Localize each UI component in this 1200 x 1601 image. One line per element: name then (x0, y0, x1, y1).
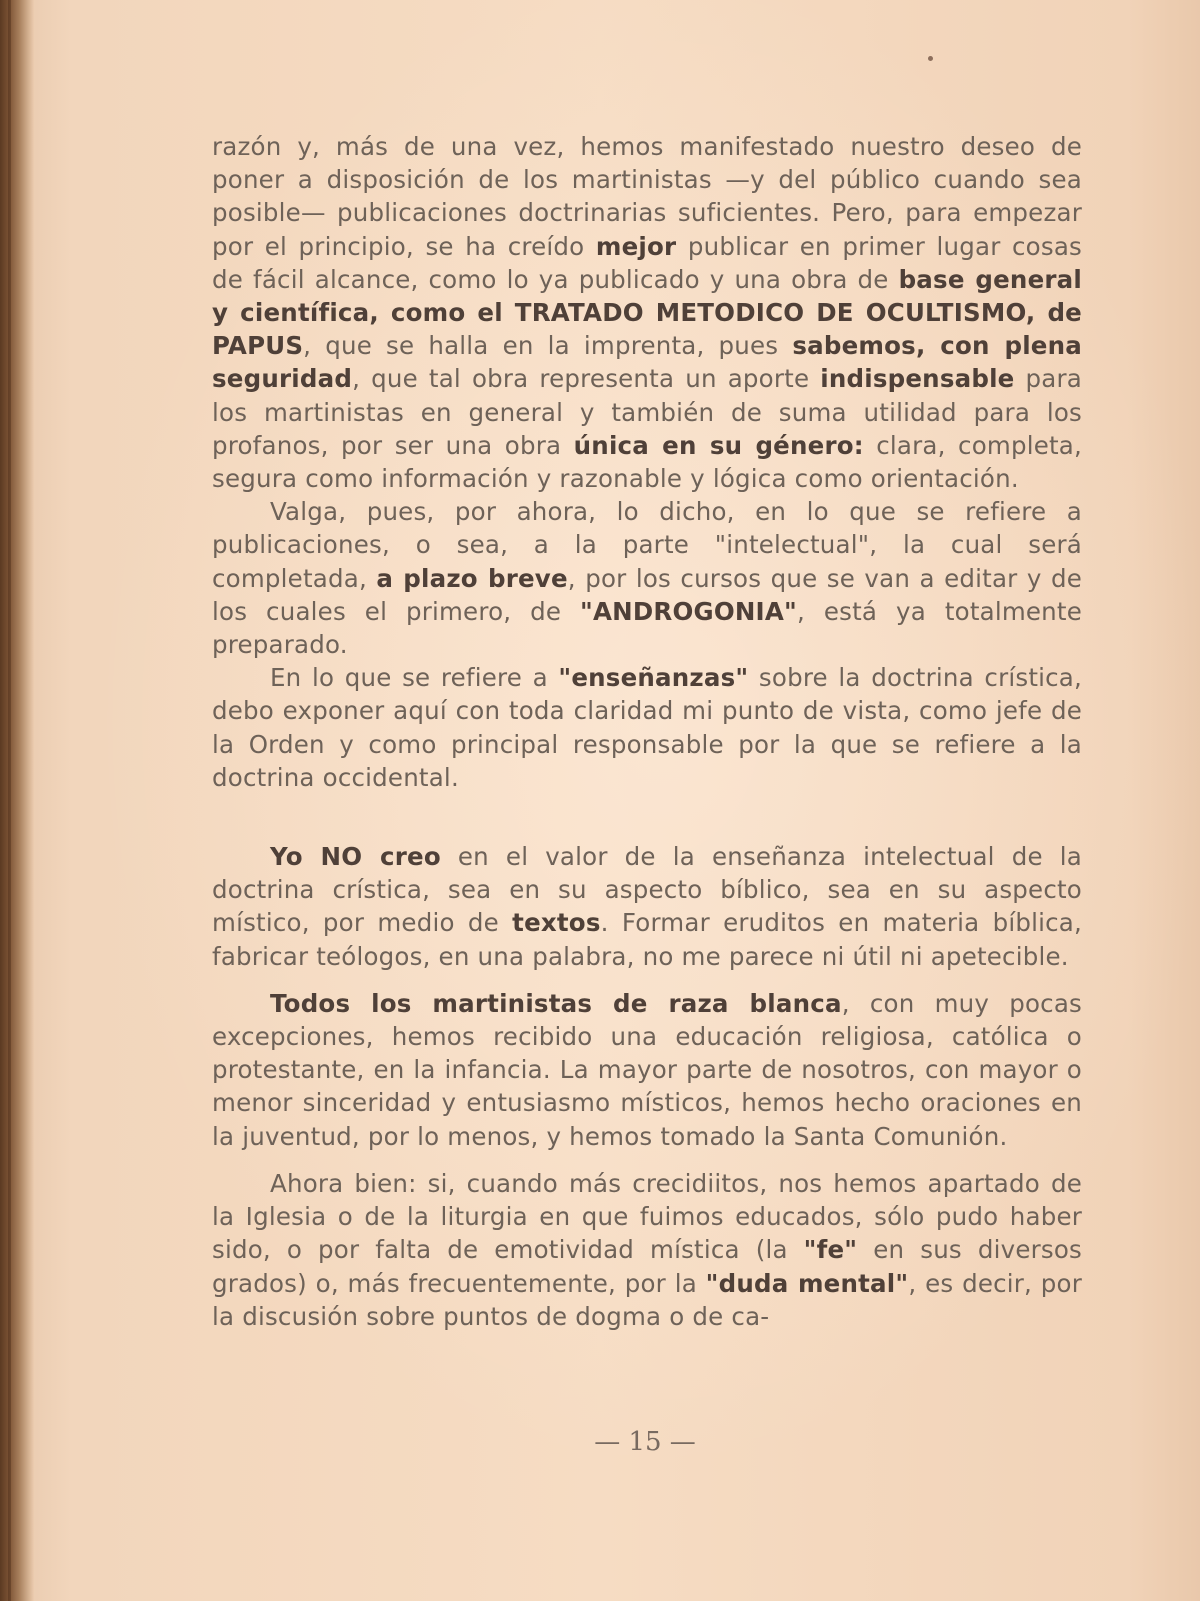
bold-run: a plazo breve (376, 563, 568, 593)
text-run: en el valor de la enseñanza intelectual de la doctrina crística, sea en su aspecto bíblico, sea en su aspecto místico, por medio de (212, 842, 1082, 938)
paragraph-3 (212, 661, 1082, 794)
text-run: , es decir, por la discusión sobre puntos de dogma o de ca- (212, 1268, 1082, 1331)
body-text (212, 130, 1082, 1333)
text-run: clara, completa, segura como información y razonable y lógica como orientación. (212, 430, 1083, 494)
book-binding-edge (0, 0, 34, 1601)
bold-run: "fe" (803, 1235, 858, 1265)
text-run: en sus diversos grados) o, más frecuentemente, por la (212, 1235, 1082, 1298)
bold-run: única en su género: (573, 430, 864, 460)
text-run: , que tal obra representa un aporte (352, 364, 821, 394)
text-run: Valga, pues, por ahora, lo dicho, en lo que se refiere a publicaciones, o sea, a la parte "intelectual", la cual será completada, (212, 497, 1082, 593)
text-run: , está ya totalmente preparado. (212, 596, 1082, 660)
text-run: razón y, más de una vez, hemos manifestado nuestro deseo de poner a disposición de los martinistas —y del público cuando sea posible— publicaciones doctrinarias suficientes. Pero, para empezar por el principio, se ha creído (212, 132, 1082, 261)
paragraph-2 (212, 495, 1082, 661)
bold-run: Todos los martinistas de raza blanca (270, 988, 842, 1018)
bold-run: indispensable (820, 364, 1015, 394)
bold-run: sabemos, con plena seguridad (212, 331, 1082, 394)
paragraph-1 (212, 130, 1082, 495)
paper-speck (928, 56, 933, 61)
text-run: publicar en primer lugar cosas de fácil alcance, como lo ya publicado y una obra de (212, 231, 1082, 294)
paragraph-5 (212, 987, 1082, 1153)
bold-run: mejor (595, 231, 677, 261)
text-run: para los martinistas en general y también de suma utilidad para los profanos, por ser una obra (212, 364, 1082, 460)
bold-run: textos (512, 908, 601, 938)
text-run: , con muy pocas excepciones, hemos recibido una educación religiosa, católica o protestante, en la infancia. La mayor parte de nosotros, con mayor o menor sinceridad y entusiasmo místicos, hemos hecho oraciones en la juventud, por lo menos, y hemos tomado la Santa Comunión. (212, 988, 1083, 1151)
page-number: — 15 — (594, 1427, 696, 1457)
paragraph-4 (212, 840, 1082, 973)
text-run: Ahora bien: si, cuando más crecidiitos, nos hemos apartado de la Iglesia o de la liturgia en que fuimos educados, sólo pudo haber sido, o por falta de emotividad mística (la (212, 1168, 1082, 1265)
bold-run: "enseñanzas" (558, 663, 749, 693)
text-run: , por los cursos que se van a editar y de los cuales el primero, de (212, 563, 1082, 626)
text-run: , que se halla en la imprenta, pues (303, 331, 793, 361)
text-run: sobre la doctrina crística, debo exponer aquí con toda claridad mi punto de vista, como jefe de la Orden y como principal responsable por la que se refiere a la doctrina occidental. (212, 663, 1082, 792)
text-run: . Formar eruditos en materia bíblica, fabricar teólogos, en una palabra, no me parece ni útil ni apetecible. (212, 908, 1083, 971)
bold-run: Yo NO creo (270, 842, 441, 872)
text-run: En lo que se refiere a (270, 663, 559, 693)
bold-run: "ANDROGONIA" (580, 596, 797, 626)
bold-run: base general y científica, como el TRATADO METODICO DE OCULTISMO, de PAPUS (212, 264, 1082, 361)
bold-run: "duda mental" (705, 1268, 909, 1298)
paragraph-6 (212, 1167, 1082, 1333)
